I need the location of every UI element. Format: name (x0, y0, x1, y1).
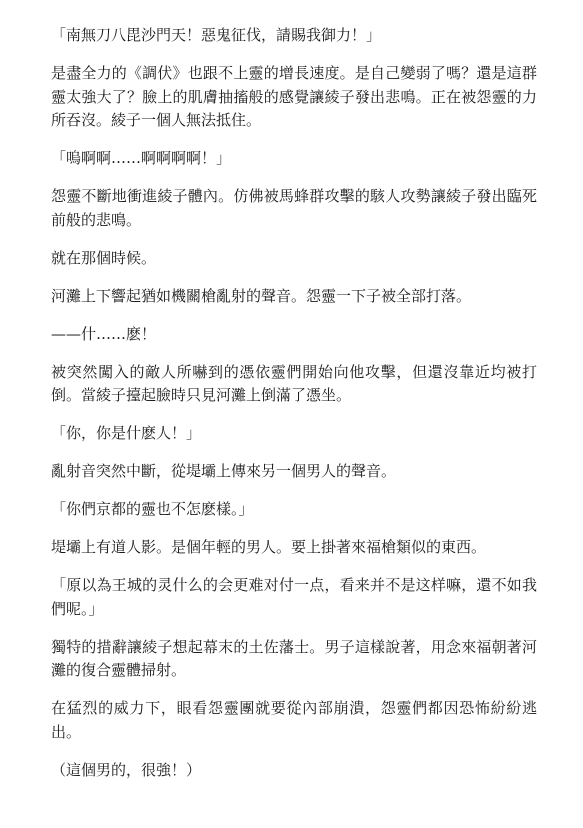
paragraph: 就在那個時候。 (51, 248, 157, 267)
paragraph: 「你們京都的靈也不怎麽樣。」 (51, 500, 254, 518)
paragraph: 「南無刀八毘沙門天！惡鬼征伐，請賜我御力！」 (51, 26, 382, 44)
paragraph: ——什……麽！ (51, 324, 157, 343)
paragraph: 「原以為王城的灵什么的会更难对付一点，看来并不是这样嘛，還不如我們呢。」 (51, 576, 537, 618)
paragraph: 怨靈不斷地衝進綾子體內。仿佛被馬蜂群攻擊的駭人攻勢讓綾子發出臨死前般的悲鳴。 (51, 187, 537, 229)
paragraph: 河灘上下響起猶如機關槍亂射的聲音。怨靈一下子被全部打落。 (51, 286, 472, 305)
paragraph: 堤壩上有道人影。是個年輕的男人。要上掛著來福槍類似的東西。 (51, 538, 487, 556)
paragraph: （這個男的，很強！） (51, 760, 202, 779)
paragraph: 「你，你是什麽人！」 (51, 424, 202, 442)
paragraph: 在猛烈的威力下，眼看怨靈團就要從內部崩潰，怨靈們都因恐怖紛紛逃出。 (51, 699, 537, 741)
paragraph: 獨特的措辭讓綾子想起幕末的土佐藩士。男子這樣說著，用念來福朝著河灘的復合靈體掃射。 (51, 637, 537, 679)
paragraph: 被突然闖入的敵人所嚇到的憑依靈們開始向他攻擊，但還沒靠近均被打倒。當綾子擡起臉時只見河灘上倒滿了憑坐。 (51, 362, 537, 404)
paragraph: 「嗚啊啊……啊啊啊啊！」 (51, 149, 232, 167)
paragraph: 是盡全力的《調伏》也跟不上靈的增長速度。是自己變弱了嗎？還是這群靈太強大了？臉上的肌膚抽搐般的感覺讓綾子發出悲鳴。正在被怨靈的力所吞沒。綾子一個人無法抵住。 (51, 64, 537, 129)
paragraph: 亂射音突然中斷，從堤壩上傳來另一個男人的聲音。 (51, 462, 397, 480)
document-body (51, 24, 537, 797)
